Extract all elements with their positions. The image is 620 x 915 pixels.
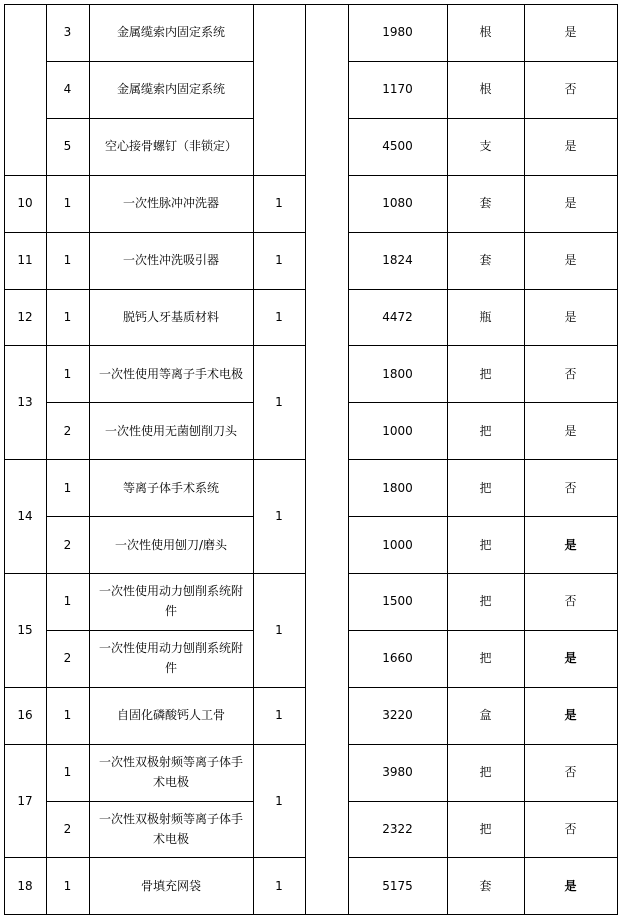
row-number-cell: 14 <box>17 509 33 524</box>
sub-number-cell: 1 <box>63 708 72 723</box>
row-number-cell: 17 <box>17 793 33 808</box>
quantity-cell: 1 <box>275 793 283 808</box>
flag-cell: 是 <box>564 651 577 666</box>
unit-cell: 把 <box>479 423 492 438</box>
sub-number-cell: 1 <box>63 594 72 609</box>
grid-line <box>46 4 47 915</box>
unit-cell: 套 <box>479 196 492 211</box>
grid-line <box>46 630 254 631</box>
sub-number-cell: 2 <box>63 537 72 552</box>
grid-line <box>348 61 618 62</box>
grid-line <box>89 4 90 915</box>
unit-cell: 套 <box>479 253 492 268</box>
quantity-cell: 1 <box>275 509 283 524</box>
price-cell: 4500 <box>382 139 413 154</box>
quantity-cell: 1 <box>275 708 283 723</box>
quantity-cell: 1 <box>275 253 283 268</box>
sub-number-cell: 2 <box>63 651 72 666</box>
unit-cell: 把 <box>479 537 492 552</box>
price-cell: 3220 <box>382 708 413 723</box>
grid-line <box>617 4 618 915</box>
product-name-cell: 一次性脉冲冲洗器 <box>122 196 219 211</box>
price-cell: 4472 <box>382 309 413 324</box>
product-name-cell: 一次性双极射频等离子体手术电极 <box>98 755 243 790</box>
flag-cell: 否 <box>564 822 577 837</box>
quantity-cell: 1 <box>275 878 283 893</box>
row-number-cell: 16 <box>17 708 33 723</box>
price-cell: 3980 <box>382 765 413 780</box>
price-cell: 1000 <box>382 537 413 552</box>
unit-cell: 根 <box>479 25 492 40</box>
product-name-cell: 金属缆索内固定系统 <box>116 82 225 97</box>
flag-cell: 否 <box>564 765 577 780</box>
price-cell: 5175 <box>382 878 413 893</box>
quantity-cell: 1 <box>275 196 283 211</box>
grid-line <box>524 4 525 915</box>
flag-cell: 否 <box>564 594 577 609</box>
grid-line <box>46 61 254 62</box>
sub-number-cell: 1 <box>63 480 72 495</box>
grid-line <box>46 801 254 802</box>
sub-number-cell: 1 <box>63 253 72 268</box>
product-name-cell: 一次性冲洗吸引器 <box>122 253 219 268</box>
grid-line <box>46 402 254 403</box>
grid-line <box>46 118 254 119</box>
product-name-cell: 一次性使用动力刨削系统附件 <box>98 641 243 676</box>
unit-cell: 支 <box>479 139 492 154</box>
unit-cell: 把 <box>479 594 492 609</box>
row-number-cell: 15 <box>17 622 33 637</box>
quantity-cell <box>253 4 305 175</box>
flag-cell: 否 <box>564 82 577 97</box>
product-name-cell: 一次性双极射频等离子体手术电极 <box>98 812 243 847</box>
product-name-cell: 等离子体手术系统 <box>122 480 219 495</box>
unit-cell: 根 <box>479 82 492 97</box>
grid-line <box>305 4 306 915</box>
grid-line <box>447 4 448 915</box>
flag-cell: 是 <box>564 537 577 552</box>
product-name-cell: 骨填充网袋 <box>140 878 201 893</box>
row-number-cell <box>4 4 46 175</box>
flag-cell: 是 <box>564 708 577 723</box>
grid-line <box>348 630 618 631</box>
sub-number-cell: 1 <box>63 196 72 211</box>
price-cell: 1800 <box>382 480 413 495</box>
quantity-cell: 1 <box>275 309 283 324</box>
grid-line <box>348 516 618 517</box>
flag-cell: 是 <box>564 25 577 40</box>
sub-number-cell: 5 <box>63 139 72 154</box>
unit-cell: 套 <box>479 878 492 893</box>
price-cell: 1824 <box>382 253 413 268</box>
grid-line <box>46 516 254 517</box>
unit-cell: 瓶 <box>479 309 492 324</box>
price-cell: 1500 <box>382 594 413 609</box>
unit-cell: 把 <box>479 480 492 495</box>
product-name-cell: 一次性使用无菌刨削刀头 <box>104 423 237 438</box>
sub-number-cell: 1 <box>63 309 72 324</box>
grid-line <box>348 118 618 119</box>
grid-line <box>348 402 618 403</box>
flag-cell: 是 <box>564 139 577 154</box>
product-name-cell: 一次性使用动力刨削系统附件 <box>98 584 243 619</box>
product-name-cell: 金属缆索内固定系统 <box>116 25 225 40</box>
sub-number-cell: 1 <box>63 878 72 893</box>
flag-cell: 是 <box>564 253 577 268</box>
sub-number-cell: 2 <box>63 423 72 438</box>
grid-line <box>348 801 618 802</box>
quantity-cell: 1 <box>275 622 283 637</box>
sub-number-cell: 2 <box>63 822 72 837</box>
grid-line <box>4 4 5 915</box>
sub-number-cell: 1 <box>63 366 72 381</box>
sub-number-cell: 1 <box>63 765 72 780</box>
price-cell: 1080 <box>382 196 413 211</box>
product-name-cell: 空心接骨螺钉（非锁定） <box>104 139 237 154</box>
row-number-cell: 10 <box>17 196 33 211</box>
row-number-cell: 11 <box>17 253 33 268</box>
row-number-cell: 13 <box>17 395 33 410</box>
price-cell: 1000 <box>382 423 413 438</box>
product-name-cell: 自固化磷酸钙人工骨 <box>116 708 225 723</box>
product-name-cell: 脱钙人牙基质材料 <box>122 309 219 324</box>
price-cell: 1660 <box>382 651 413 666</box>
sub-number-cell: 4 <box>63 82 72 97</box>
product-name-cell: 一次性使用等离子手术电极 <box>98 366 243 381</box>
row-number-cell: 12 <box>17 309 33 324</box>
unit-cell: 把 <box>479 765 492 780</box>
row-number-cell: 18 <box>17 878 33 893</box>
flag-cell: 是 <box>564 196 577 211</box>
price-cell: 1170 <box>382 82 413 97</box>
sub-number-cell: 3 <box>63 25 72 40</box>
flag-cell: 是 <box>564 423 577 438</box>
unit-cell: 把 <box>479 822 492 837</box>
unit-cell: 盒 <box>479 708 492 723</box>
quantity-cell: 1 <box>275 395 283 410</box>
grid-line <box>4 4 618 5</box>
flag-cell: 是 <box>564 309 577 324</box>
flag-cell: 否 <box>564 480 577 495</box>
grid-line <box>348 4 349 915</box>
flag-cell: 是 <box>564 878 577 893</box>
price-cell: 1980 <box>382 25 413 40</box>
product-name-cell: 一次性使用刨刀/磨头 <box>114 537 228 552</box>
grid-line <box>253 4 254 915</box>
unit-cell: 把 <box>479 651 492 666</box>
price-cell: 2322 <box>382 822 413 837</box>
flag-cell: 否 <box>564 366 577 381</box>
unit-cell: 把 <box>479 366 492 381</box>
price-cell: 1800 <box>382 366 413 381</box>
